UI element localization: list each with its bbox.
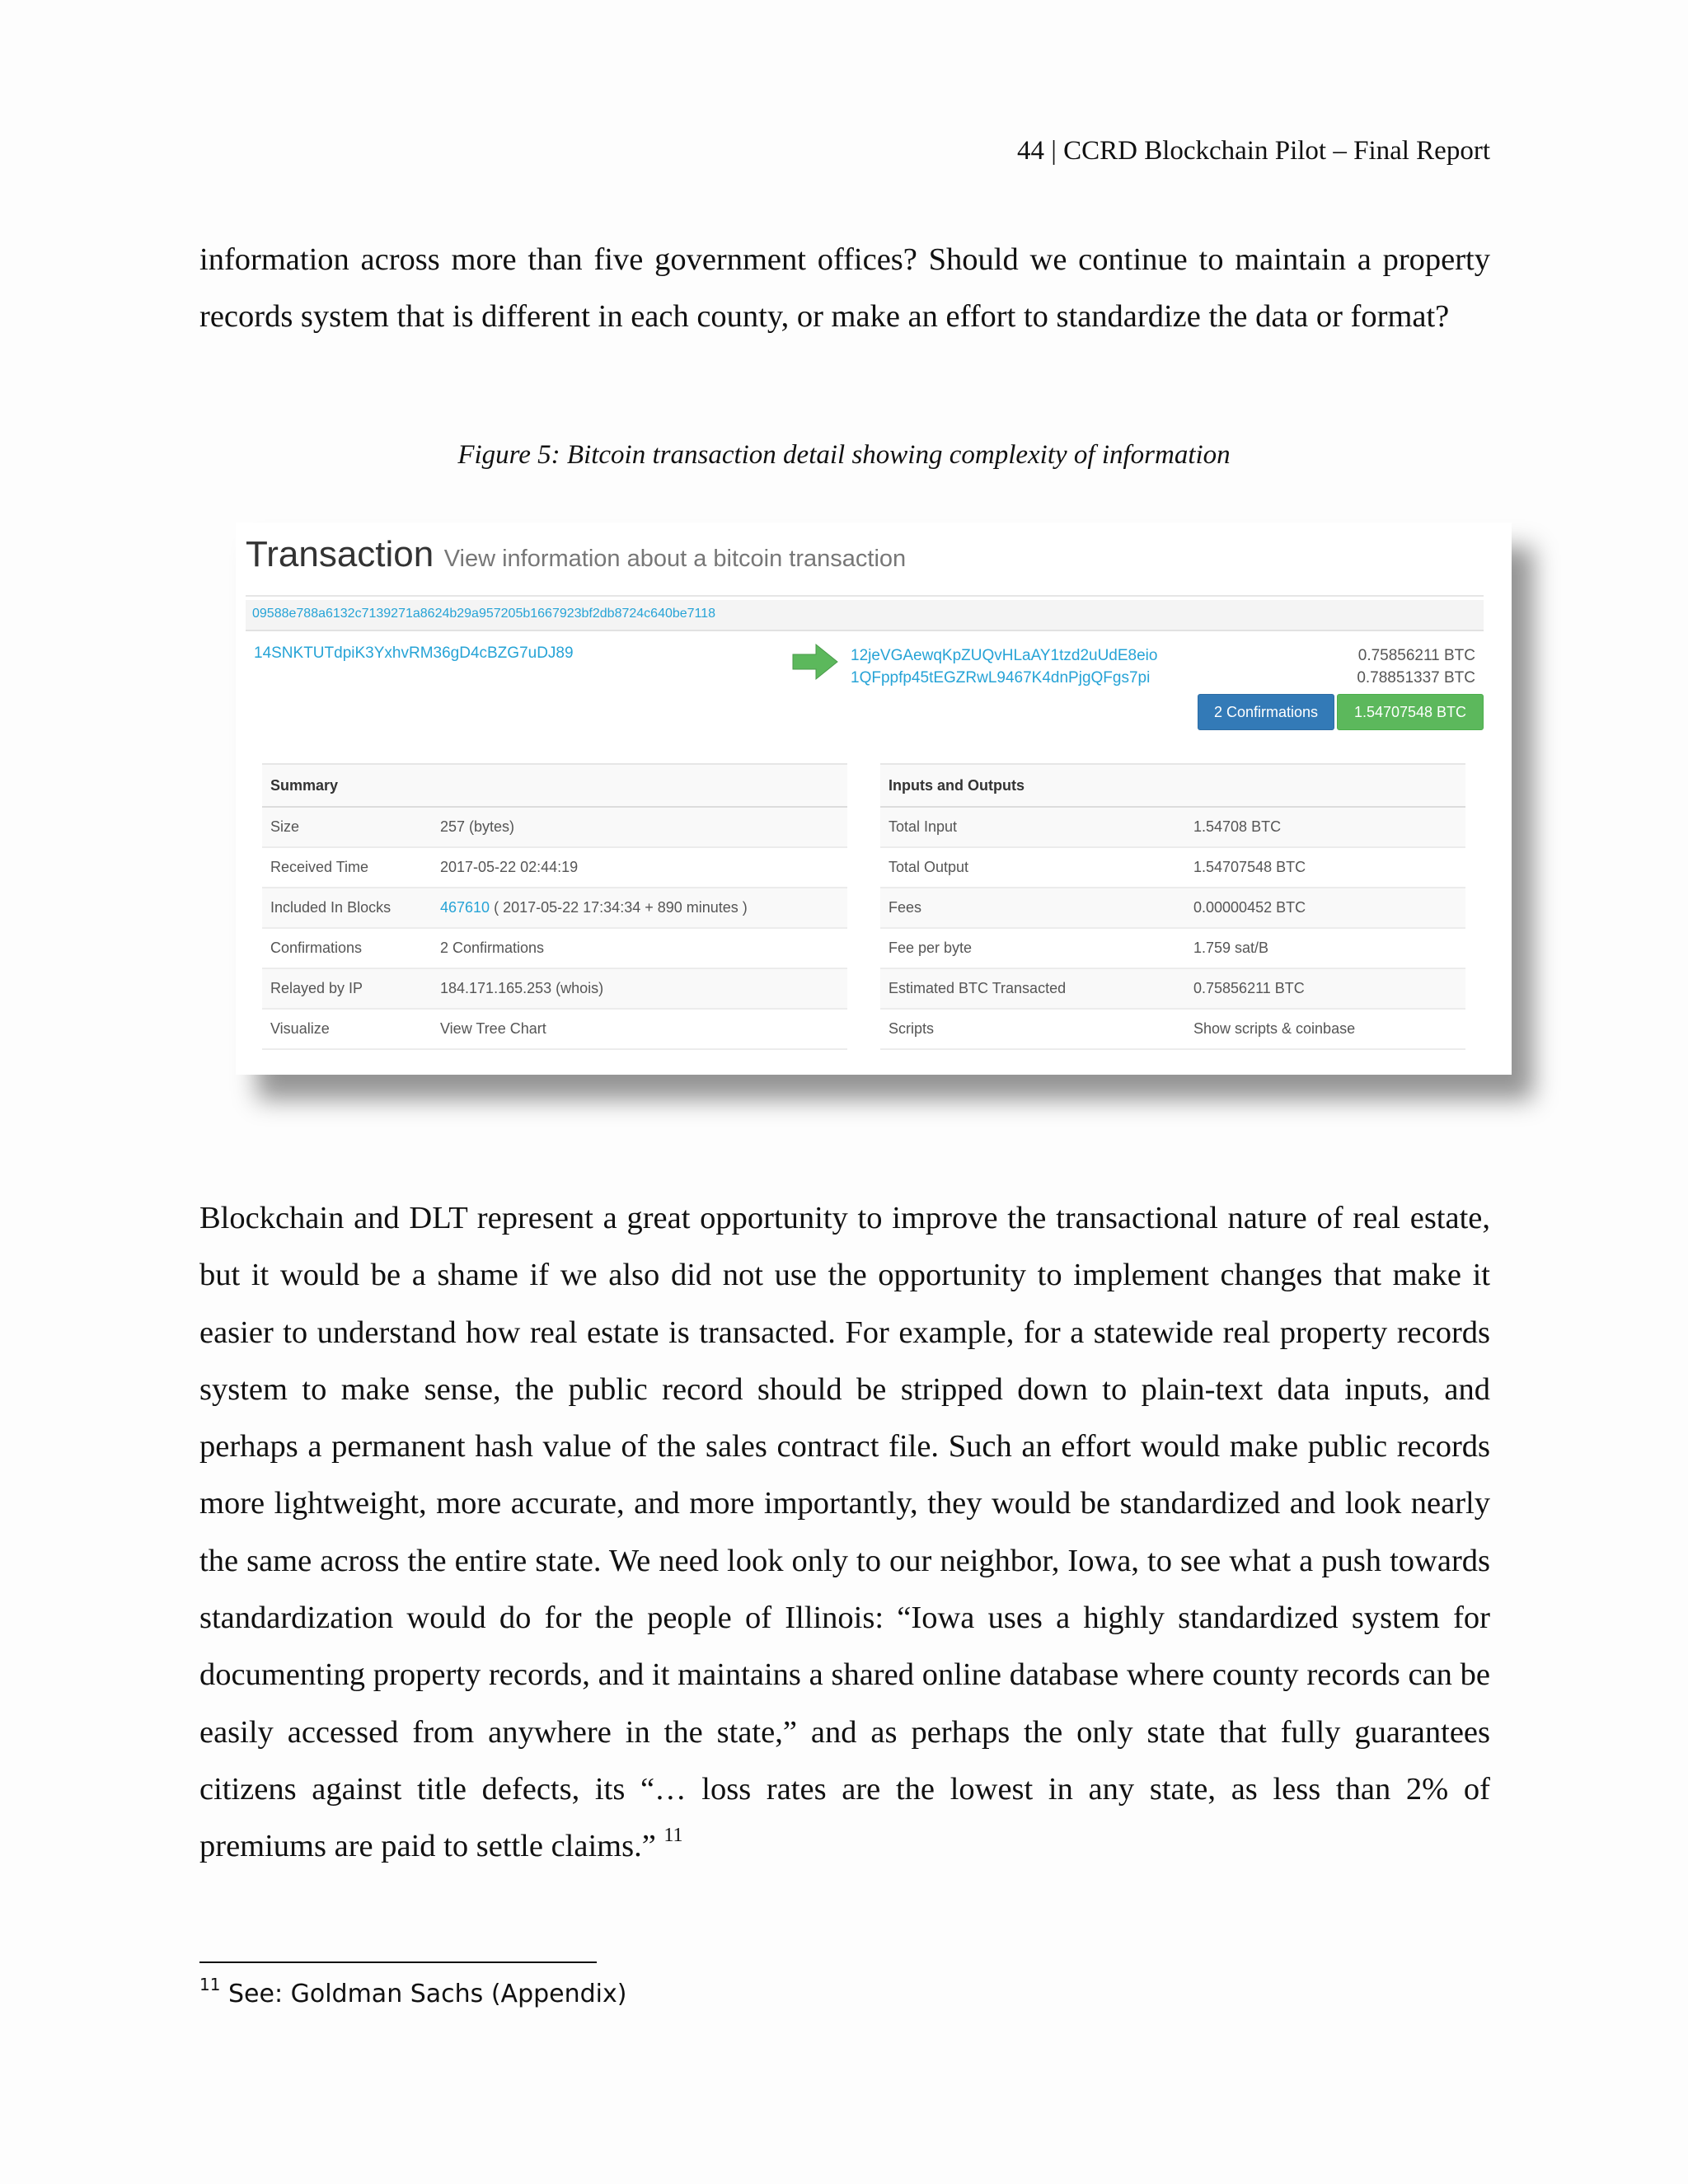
- row-key: Fees: [889, 899, 922, 916]
- row-key: Visualize: [270, 1020, 330, 1037]
- footnote-text: See: Goldman Sachs (Appendix): [228, 1980, 627, 2008]
- divider: [246, 595, 1484, 597]
- transaction-heading: Transaction: [246, 534, 434, 574]
- table-row: [262, 929, 847, 969]
- table-row: [880, 888, 1465, 929]
- output-address-link[interactable]: 1QFppfp45tEGZRwL9467K4dnPjgQFgs7pi: [851, 669, 1151, 687]
- table-row: [880, 969, 1465, 1010]
- footnote-reference[interactable]: 11: [663, 1825, 683, 1847]
- table-row: [262, 848, 847, 888]
- output-amount: 0.75856211 BTC: [1357, 647, 1475, 664]
- table-row: [262, 888, 847, 929]
- table-row: [262, 969, 847, 1010]
- row-value: 1.759 sat/B: [1193, 940, 1269, 956]
- figure-caption: Figure 5: Bitcoin transaction detail showing complexity of information: [457, 440, 1231, 470]
- row-key: Size: [270, 818, 300, 835]
- summary-table: [262, 763, 847, 1050]
- table-row: [262, 808, 847, 848]
- block-time: ( 2017-05-22 17:34:34 + 890 minutes ): [490, 899, 748, 916]
- footnote-rule: [199, 1961, 597, 1963]
- io-heading: Inputs and Outputs: [880, 763, 1465, 808]
- relayed-ip-link[interactable]: 184.171.165.253 (whois): [440, 980, 604, 996]
- body-paragraph-2: [199, 1190, 1490, 1876]
- table-row: [880, 1010, 1465, 1050]
- row-key: Fee per byte: [889, 940, 973, 956]
- row-key: Relayed by IP: [270, 980, 363, 996]
- hash-bar: [246, 600, 1484, 631]
- row-value: 1.54707548 BTC: [1193, 859, 1306, 875]
- row-value: 0.75856211 BTC: [1193, 980, 1305, 996]
- inputs-outputs-table: [880, 763, 1465, 1050]
- right-arrow-icon: [791, 643, 839, 681]
- row-key: Confirmations: [270, 940, 363, 956]
- row-value: 257 (bytes): [440, 818, 515, 835]
- row-value: 0.00000452 BTC: [1193, 899, 1306, 916]
- tx-hash-link[interactable]: 09588e788a6132c7139271a8624b29a957205b1667923bf2db8724c640be7118: [252, 607, 716, 621]
- row-value: 2017-05-22 02:44:19: [440, 859, 579, 875]
- footnote-number: 11: [199, 1975, 221, 1994]
- summary-heading: Summary: [262, 763, 847, 808]
- body-paragraph-1: information across more than five government offices? Should we continue to maintain a property records system that is different in each county, or make an effort to standardize the data or format?: [199, 242, 1490, 335]
- row-key: Received Time: [270, 859, 369, 875]
- row-key: Estimated BTC Transacted: [889, 980, 1067, 996]
- confirmations-button[interactable]: 2 Confirmations: [1198, 694, 1334, 730]
- row-key: Total Output: [889, 859, 969, 875]
- table-row: [880, 848, 1465, 888]
- table-row: [880, 808, 1465, 848]
- output-amount: 0.78851337 BTC: [1357, 669, 1475, 687]
- row-value: [440, 888, 748, 927]
- screenshot-title: [246, 534, 906, 575]
- view-tree-chart-link[interactable]: View Tree Chart: [440, 1020, 546, 1037]
- row-key: Scripts: [889, 1020, 935, 1037]
- row-value: 2 Confirmations: [440, 940, 545, 956]
- total-value-button[interactable]: 1.54707548 BTC: [1337, 694, 1484, 730]
- table-row: [262, 1010, 847, 1050]
- row-key: Total Input: [889, 818, 958, 835]
- row-key: Included In Blocks: [270, 899, 392, 916]
- paragraph-text: Blockchain and DLT represent a great opportunity to improve the transactional nature of real estate, but it would be a shame if we also did not use the opportunity to implement changes that make it easier to understand how real estate is transacted. For example, for a statewide real property records system to make sense, the public record should be stripped down to plain-text data inputs, and perhaps a permanent hash value of the sales contract file. Such an effort would make public records more lightweight, more accurate, and more importantly, they would be standardized and look nearly the same across the entire state. We need look only to our neighbor, Iowa, to see what a push towards standardization would do for the people of Illinois: “Iowa uses a highly standardized system for documenting property records, and it maintains a shared online database where county records can be easily accessed from anywhere in the state,” and as perhaps the only state that fully guarantees citizens against title defects, its “… loss rates are the lowest in any state, as less than 2% of premiums are paid to settle claims.”: [199, 1201, 1490, 1864]
- transaction-screenshot: [236, 523, 1512, 1075]
- transaction-subheading: View information about a bitcoin transaction: [443, 546, 907, 572]
- output-address-link[interactable]: 12jeVGAewqKpZUQvHLaAY1tzd2uUdE8eio: [851, 647, 1158, 664]
- row-value: 1.54708 BTC: [1193, 818, 1282, 835]
- running-head: 44 | CCRD Blockchain Pilot – Final Report: [1016, 136, 1490, 166]
- output-addresses: [851, 644, 1157, 689]
- footnote: [199, 1975, 626, 2014]
- input-address-link[interactable]: 14SNKTUTdpiK3YxhvRM36gD4cBZG7uDJ89: [254, 644, 574, 662]
- block-link[interactable]: 467610: [440, 899, 490, 916]
- output-amounts: [1357, 644, 1475, 689]
- show-scripts-link[interactable]: Show scripts & coinbase: [1193, 1020, 1356, 1037]
- table-row: [880, 929, 1465, 969]
